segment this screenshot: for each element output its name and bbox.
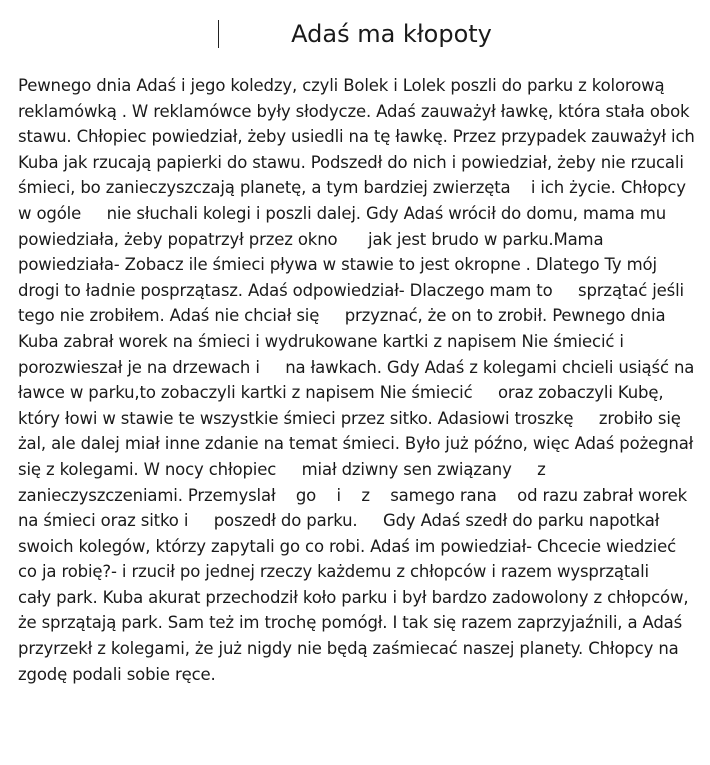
text-line: Pewnego dnia Adaś i jego koledzy, czyli Bolek i Lolek poszli do parku z kolorową xyxy=(18,76,665,95)
text-line: Kuba zabrał worek na śmieci i wydrukowane kartki z napisem Nie śmiecić i xyxy=(18,331,624,351)
text-line: porozwieszał je na drzewach i na ławkach. Gdy Adaś z kolegami chcieli usiąść na xyxy=(18,357,695,377)
text-line: przyrzekł z kolegami, że już nigdy nie będą zaśmiecać naszej planety. Chłopcy na xyxy=(18,639,679,659)
text-line: na śmieci oraz sitko i poszedł do parku. Gdy Adaś szedł do parku napotkał xyxy=(18,511,660,531)
text-line: Kuba jak rzucają papierki do stawu. Podszedł do nich i powiedział, żeby nie rzucali xyxy=(18,152,684,172)
text-line: reklamówką . W reklamówce były słodycze. Adaś zauważył ławkę, która stała obok xyxy=(18,101,690,121)
text-line: co ja robię?- i rzucił po jednej rzeczy każdemu z chłopców i razem wysprzątali xyxy=(18,562,649,582)
document-title[interactable]: Adaś ma kłopoty xyxy=(291,20,492,48)
text-line: swoich kolegów, którzy zapytali go co robi. Adaś im powiedział- Chcecie wiedzieć xyxy=(18,536,677,556)
text-line: tego nie zrobiłem. Adaś nie chciał się przyznać, że on to zrobił. Pewnego dnia xyxy=(18,306,666,326)
text-line: się z kolegami. W nocy chłopiec miał dziwny sen związany z xyxy=(18,459,546,479)
text-line: że sprzątają park. Sam też im trochę pomógł. I tak się razem zaprzyjaźnili, a Adaś xyxy=(18,613,683,633)
text-line: śmieci, bo zanieczyszczają planetę, a tym bardziej zwierzęta i ich życie. Chłopcy xyxy=(18,178,686,198)
text-line: żal, ale dalej miał inne zdanie na temat śmieci. Było już późno, więc Adaś pożegnał xyxy=(18,434,694,454)
story-body[interactable] xyxy=(18,73,698,687)
text-line: powiedziała- Zobacz ile śmieci pływa w stawie to jest okropne . Dlatego Ty mój xyxy=(18,255,657,275)
title-block xyxy=(0,20,710,48)
text-line: zanieczyszczeniami. Przemyslał go i z samego rana od razu zabrał worek xyxy=(18,485,688,505)
text-line: cały park. Kuba akurat przechodził koło parku i był bardzo zadowolony z chłopców, xyxy=(18,587,689,607)
text-line: drogi to ładnie posprzątasz. Adaś odpowiedział- Dlaczego mam to sprzątać jeśli xyxy=(18,280,684,300)
text-cursor xyxy=(218,20,219,48)
text-line: w ogóle nie słuchali kolegi i poszli dalej. Gdy Adaś wrócił do domu, mama mu xyxy=(18,203,667,223)
text-line: ławce w parku,to zobaczyli kartki z napisem Nie śmiecić oraz zobaczyli Kubę, xyxy=(18,383,664,403)
text-line: który łowi w stawie te wszystkie śmieci przez sitko. Adasiowi troszkę zrobiło się xyxy=(18,408,681,428)
text-line: stawu. Chłopiec powiedział, żeby usiedli na tę ławkę. Przez przypadek zauważył ich xyxy=(18,127,695,147)
text-line: powiedziała, żeby popatrzył przez okno jak jest brudo w parku.Mama xyxy=(18,229,604,249)
text-line: zgodę podali sobie ręce. xyxy=(18,664,216,684)
